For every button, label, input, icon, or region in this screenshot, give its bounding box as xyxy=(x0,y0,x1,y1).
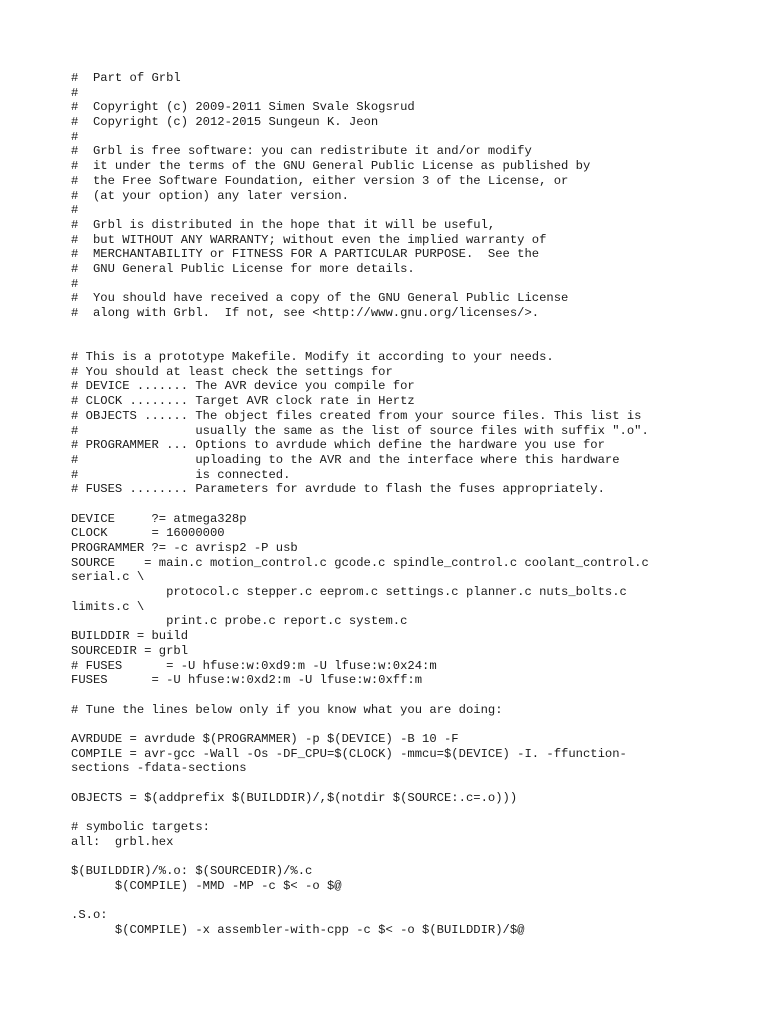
code-line: # xyxy=(71,203,79,218)
code-line xyxy=(71,776,761,791)
code-line: # Grbl is free software: you can redistribute it and/or modify xyxy=(71,144,532,159)
code-line: all: grbl.hex xyxy=(71,834,174,849)
code-line: # OBJECTS ...... The object files created from your source files. This list is xyxy=(71,408,642,423)
code-line: # FUSES ........ Parameters for avrdude to flash the fuses appropriately. xyxy=(71,482,605,497)
code-line: # Part of Grbl xyxy=(71,71,181,85)
code-line: # xyxy=(71,85,79,100)
code-line: serial.c \ xyxy=(71,570,145,585)
code-line: # CLOCK ........ Target AVR clock rate in Hertz xyxy=(71,394,415,409)
code-line: PROGRAMMER ?= -c avrisp2 -P usb xyxy=(71,541,298,555)
code-line: # it under the terms of the GNU General Public License as published by xyxy=(71,159,591,174)
code-line xyxy=(71,688,761,703)
code-line: OBJECTS = $(addprefix $(BUILDDIR)/,$(notdir $(SOURCE:.c=.o))) xyxy=(71,790,518,805)
code-line: # the Free Software Foundation, either version 3 of the License, or xyxy=(71,173,569,188)
code-line: # usually the same as the list of source files with suffix ".o". xyxy=(71,423,649,438)
code-line: AVRDUDE = avrdude $(PROGRAMMER) -p $(DEVICE) -B 10 -F xyxy=(71,731,459,746)
code-line: DEVICE ?= atmega328p xyxy=(71,511,247,526)
code-line: # PROGRAMMER ... Options to avrdude which define the hardware you use for xyxy=(71,438,605,453)
code-line xyxy=(71,321,761,336)
code-line: BUILDDIR = build xyxy=(71,629,189,644)
code-line: # Tune the lines below only if you know what you are doing: xyxy=(71,702,503,717)
code-line: # but WITHOUT ANY WARRANTY; without even the implied warranty of xyxy=(71,232,547,247)
code-line: # This is a prototype Makefile. Modify it according to your needs. xyxy=(71,350,554,365)
code-line: # along with Grbl. If not, see <http://www.gnu.org/licenses/>. xyxy=(71,306,540,320)
code-line: # is connected. xyxy=(71,467,291,482)
code-line: $(COMPILE) -x assembler-with-cpp -c $< -o $(BUILDDIR)/$@ xyxy=(71,922,525,937)
code-line: # symbolic targets: xyxy=(71,820,210,835)
code-line: # MERCHANTABILITY or FITNESS FOR A PARTICULAR PURPOSE. See the xyxy=(71,247,540,262)
code-line: SOURCEDIR = grbl xyxy=(71,643,189,658)
code-line: # xyxy=(71,129,79,144)
code-line: # GNU General Public License for more details. xyxy=(71,261,415,276)
code-line xyxy=(71,849,761,864)
code-line: print.c probe.c report.c system.c xyxy=(71,614,408,629)
code-line: COMPILE = avr-gcc -Wall -Os -DF_CPU=$(CLOCK) -mmcu=$(DEVICE) -I. -ffunction- xyxy=(71,746,627,761)
code-line: sections -fdata-sections xyxy=(71,761,247,776)
code-line: # FUSES = -U hfuse:w:0xd9:m -U lfuse:w:0x24:m xyxy=(71,658,437,673)
code-block xyxy=(71,71,761,938)
code-line xyxy=(71,497,761,512)
code-line xyxy=(71,335,761,350)
code-line: FUSES = -U hfuse:w:0xd2:m -U lfuse:w:0xff:m xyxy=(71,673,423,688)
code-line xyxy=(71,717,761,732)
code-line: # uploading to the AVR and the interface where this hardware xyxy=(71,452,620,467)
code-line xyxy=(71,805,761,820)
makefile-document xyxy=(71,71,761,938)
code-line: # DEVICE ....... The AVR device you compile for xyxy=(71,379,415,394)
code-line: # Grbl is distributed in the hope that it will be useful, xyxy=(71,217,496,232)
code-line: .S.o: xyxy=(71,908,108,923)
code-line: protocol.c stepper.c eeprom.c settings.c planner.c nuts_bolts.c xyxy=(71,585,627,600)
code-line: # You should at least check the settings for xyxy=(71,364,393,379)
code-line: SOURCE = main.c motion_control.c gcode.c spindle_control.c coolant_control.c xyxy=(71,555,649,570)
code-line: # xyxy=(71,276,79,291)
code-line: # You should have received a copy of the GNU General Public License xyxy=(71,291,569,306)
code-line: $(COMPILE) -MMD -MP -c $< -o $@ xyxy=(71,878,342,893)
code-line: # Copyright (c) 2009-2011 Simen Svale Skogsrud xyxy=(71,100,415,115)
code-line: $(BUILDDIR)/%.o: $(SOURCEDIR)/%.c xyxy=(71,864,313,879)
code-line: # Copyright (c) 2012-2015 Sungeun K. Jeon xyxy=(71,115,379,130)
code-line xyxy=(71,894,761,909)
code-line: limits.c \ xyxy=(71,599,145,614)
code-line: CLOCK = 16000000 xyxy=(71,526,225,541)
code-line: # (at your option) any later version. xyxy=(71,188,349,203)
